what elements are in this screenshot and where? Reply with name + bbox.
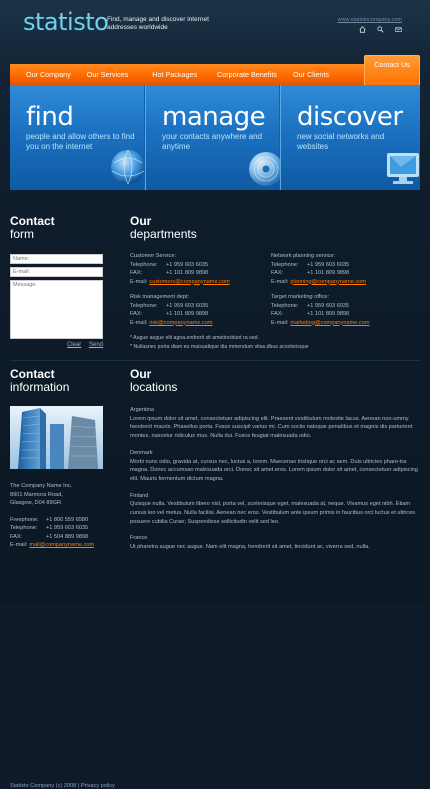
email-link[interactable]: mail@companyname.com (29, 542, 95, 548)
message-field[interactable]: Message: (10, 280, 103, 339)
globe-icon (106, 145, 144, 185)
header (0, 0, 430, 60)
banner-panel-manage[interactable] (145, 85, 279, 190)
send-button[interactable]: Send (88, 342, 103, 348)
email-link[interactable]: customers@companyname.com (149, 278, 230, 285)
address-line: 8901 Marmora Road, (10, 491, 63, 498)
contact-form-heading (10, 215, 55, 241)
department-network-planning (271, 252, 366, 286)
department-customer-service (130, 252, 230, 286)
banner-panel-discover[interactable] (280, 85, 420, 190)
department-name: Customer Service: (130, 253, 177, 259)
home-icon[interactable] (359, 26, 366, 33)
locations-list (130, 406, 420, 560)
contact-form (10, 254, 103, 348)
header-icons (359, 26, 402, 33)
heading-bold: Contact (10, 214, 55, 228)
telephone: +1 959 603 6035 (166, 302, 209, 309)
tagline: Find, manage and discover internet addresses worldwide (107, 16, 209, 31)
logo[interactable]: statisto (23, 8, 109, 36)
clear-button[interactable]: Clear (66, 342, 82, 348)
nav-item-our-clients[interactable]: Our Clients (292, 70, 329, 79)
banner-title: discover (297, 102, 403, 132)
banner (10, 85, 420, 190)
email-link[interactable]: marketing@companyname.com (290, 319, 370, 326)
label: FAX: (10, 533, 23, 540)
label: E-mail: (130, 319, 148, 326)
name-field[interactable]: Name: (10, 254, 103, 264)
banner-text: new social networks and websites (297, 132, 385, 151)
fax: +1 101 809 9898 (307, 270, 350, 276)
location-country: Denmark (130, 449, 153, 456)
section-divider (10, 360, 420, 361)
department-risk-management (130, 293, 213, 327)
fax: +1 101 809 9898 (166, 270, 209, 276)
label: Telephone: (130, 302, 158, 309)
nav-item-our-company[interactable]: Our Company (26, 70, 71, 79)
department-notes (130, 334, 309, 352)
email-link[interactable]: risk@companyname.com (149, 319, 213, 326)
heading-bold: Our (130, 367, 152, 381)
location-country: Argentina (130, 407, 154, 413)
disc-icon (244, 147, 282, 185)
nav-item-hot-packages[interactable]: Hot Packages (152, 70, 198, 79)
freephone: +1 800 559 6580 (46, 516, 89, 523)
label: E-mail: (130, 278, 148, 285)
label: Telephone: (10, 525, 38, 531)
form-actions (10, 342, 103, 348)
label: Freephone: (10, 516, 39, 523)
heading-bold: Our (130, 214, 152, 228)
label: Telephone: (271, 261, 299, 268)
location-country: France (130, 535, 148, 542)
email-field[interactable]: E-mail: (10, 267, 103, 277)
fax: +1 101 809 9898 (307, 311, 350, 317)
banner-text: people and allow others to find you on the internet (26, 132, 135, 151)
label: E-mail: (271, 319, 289, 326)
department-name: Target marketing office: (271, 294, 330, 300)
telephone: +1 959 603 6035 (166, 261, 209, 268)
departments-heading (130, 215, 197, 241)
location-item (130, 449, 420, 484)
label: FAX: (130, 270, 143, 276)
contact-address (10, 482, 94, 550)
banner-title: find (26, 102, 74, 132)
address-line: Glasgow, D04 89GR. (10, 500, 63, 506)
locations-heading (130, 368, 177, 394)
department-name: Network planning service: (271, 253, 336, 259)
main-nav (10, 60, 420, 85)
address-line: The Company Name Inc. (10, 483, 73, 489)
heading-rest: information (10, 380, 70, 394)
telephone: +1 959 603 6035 (307, 261, 350, 268)
location-text: Morbi nunc odio, gravida at, cursus nec, luctus a, lorem. Maecenas tristique orci ac sem. Duis ultricies phare-tra magna. Donec accumsan malesuada orci. Donec sit amet eros. Lorem ipsum dolor sit amet, consectetuer adipiscing elit. Mauris fermentum dictum magna. (130, 458, 418, 482)
nav-item-contact-us-active[interactable]: Contact Us (364, 55, 420, 85)
label: FAX: (130, 311, 143, 317)
location-text: Quisque nulla. Vestibulum libero nisl, porta vel, scelerisque eget, malesuada at, neque. Vivamus eget nibh. Etiam cursus leo vel metus. Nulla facilisi. Aenean nec eros. Vestibulum ante ipsum primis in faucibus orci luctus et ultrices posuere cubilia Curae; Suspendisse sollicitudin velit sed leo. (130, 501, 416, 525)
label: Telephone: (271, 302, 299, 309)
contact-information-heading (10, 368, 69, 394)
label: FAX: (271, 311, 284, 317)
location-item (130, 492, 420, 527)
note: * Nullasnec porta diam eu maisuatique dia mmendum vitas.dbus accelerisque (130, 344, 309, 350)
location-item (130, 406, 420, 441)
department-target-marketing (271, 293, 369, 327)
label: E-mail: (10, 542, 28, 548)
email-link[interactable]: planning@companyname.com (290, 278, 367, 285)
fax: +1 101 809 9898 (166, 311, 209, 317)
banner-title: manage (162, 102, 266, 132)
note: * Augue augue elit agna.endrerit sit ametincidunt ra sed. (130, 335, 259, 341)
location-text: Lorem ipsum dolor sit amet, consectetuer adipiscing elit. Praesent vestibulum molestie lacus. Aenean non-ummy hendrerit mauris. Phasellus porta. Fusce suscipit varius mi. Cum sociis natoque penatibus et magnis dis parturient montes, nascetur ridiculus mus. Nulla dui. Fusce feugiat malesuada odio. (130, 415, 413, 440)
nav-item-our-services[interactable]: Our Services (86, 70, 129, 79)
monitor-icon (381, 145, 421, 187)
label: E-mail: (271, 278, 289, 285)
fax: +1 504 889 9898 (46, 533, 89, 540)
building-photo (10, 406, 103, 469)
nav-item-corporate-benefits[interactable]: Corporate Benefits (217, 70, 277, 79)
banner-panel-find[interactable] (10, 85, 144, 190)
banner-text: your contacts anywhere and anytime (162, 132, 263, 151)
telephone: +1 959 603 6035 (46, 525, 89, 531)
label: FAX: (271, 270, 284, 276)
search-icon[interactable] (377, 26, 384, 33)
footer-text: Statisto Company (c) 2008 | Privacy policy (10, 783, 115, 789)
location-country: Finland (130, 492, 149, 499)
telephone: +1 959 603 6035 (307, 302, 350, 309)
site-url-link[interactable]: www.statistocompany.com (337, 17, 402, 23)
location-text: Ut pharetra augue nec augue. Nam elit magna, hendrerit sit amet, tincidunt ac, viverra sed, nulla. (130, 544, 370, 551)
label: Telephone: (130, 261, 158, 268)
heading-rest: form (10, 227, 34, 241)
heading-rest: locations (130, 380, 178, 394)
heading-rest: departments (130, 227, 197, 241)
mail-icon[interactable] (395, 26, 402, 33)
heading-bold: Contact (10, 367, 55, 381)
department-name: Risk management dept: (130, 294, 190, 300)
location-item (130, 534, 420, 551)
